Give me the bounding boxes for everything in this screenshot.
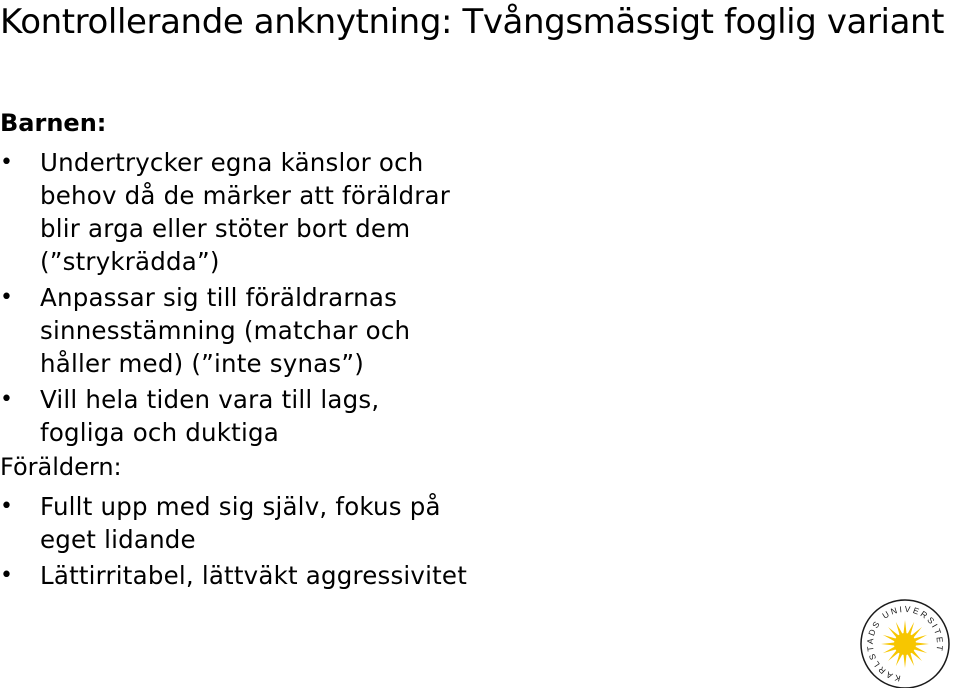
bullet-list-barnen	[0, 146, 470, 452]
bullet-text: Vill hela tiden vara till lags, fogliga och duktiga	[40, 385, 380, 447]
bullet-icon: •	[0, 285, 14, 310]
slide-title: Kontrollerande anknytning: Tvångsmässigt foglig variant	[0, 2, 945, 42]
bullet-icon: •	[0, 563, 14, 588]
bullet-list-foraldern	[0, 490, 470, 595]
bullet-icon: •	[0, 494, 14, 519]
list-item	[0, 383, 470, 449]
list-item	[0, 559, 470, 592]
list-item	[0, 490, 470, 556]
bullet-text: Lättirritabel, lättväkt aggressivitet	[40, 561, 468, 590]
section-heading-barnen: Barnen:	[0, 109, 107, 137]
sun-icon	[881, 620, 929, 668]
bullet-text: Undertrycker egna känslor och behov då de märker att föräldrar blir arga eller stöter bort dem (”strykrädda”)	[40, 148, 451, 276]
bullet-text: Anpassar sig till föräldrarnas sinnesstämning (matchar och håller med) (”inte synas”)	[40, 283, 411, 378]
section-heading-foraldern: Föräldern:	[0, 453, 122, 481]
bullet-text: Fullt upp med sig själv, fokus på eget lidande	[40, 492, 441, 554]
list-item	[0, 281, 470, 380]
logo-ring-text: KARLSTADS UNIVERSITET	[864, 603, 946, 684]
list-item	[0, 146, 470, 278]
university-logo	[855, 596, 955, 688]
bullet-icon: •	[0, 150, 14, 175]
bullet-icon: •	[0, 387, 14, 412]
